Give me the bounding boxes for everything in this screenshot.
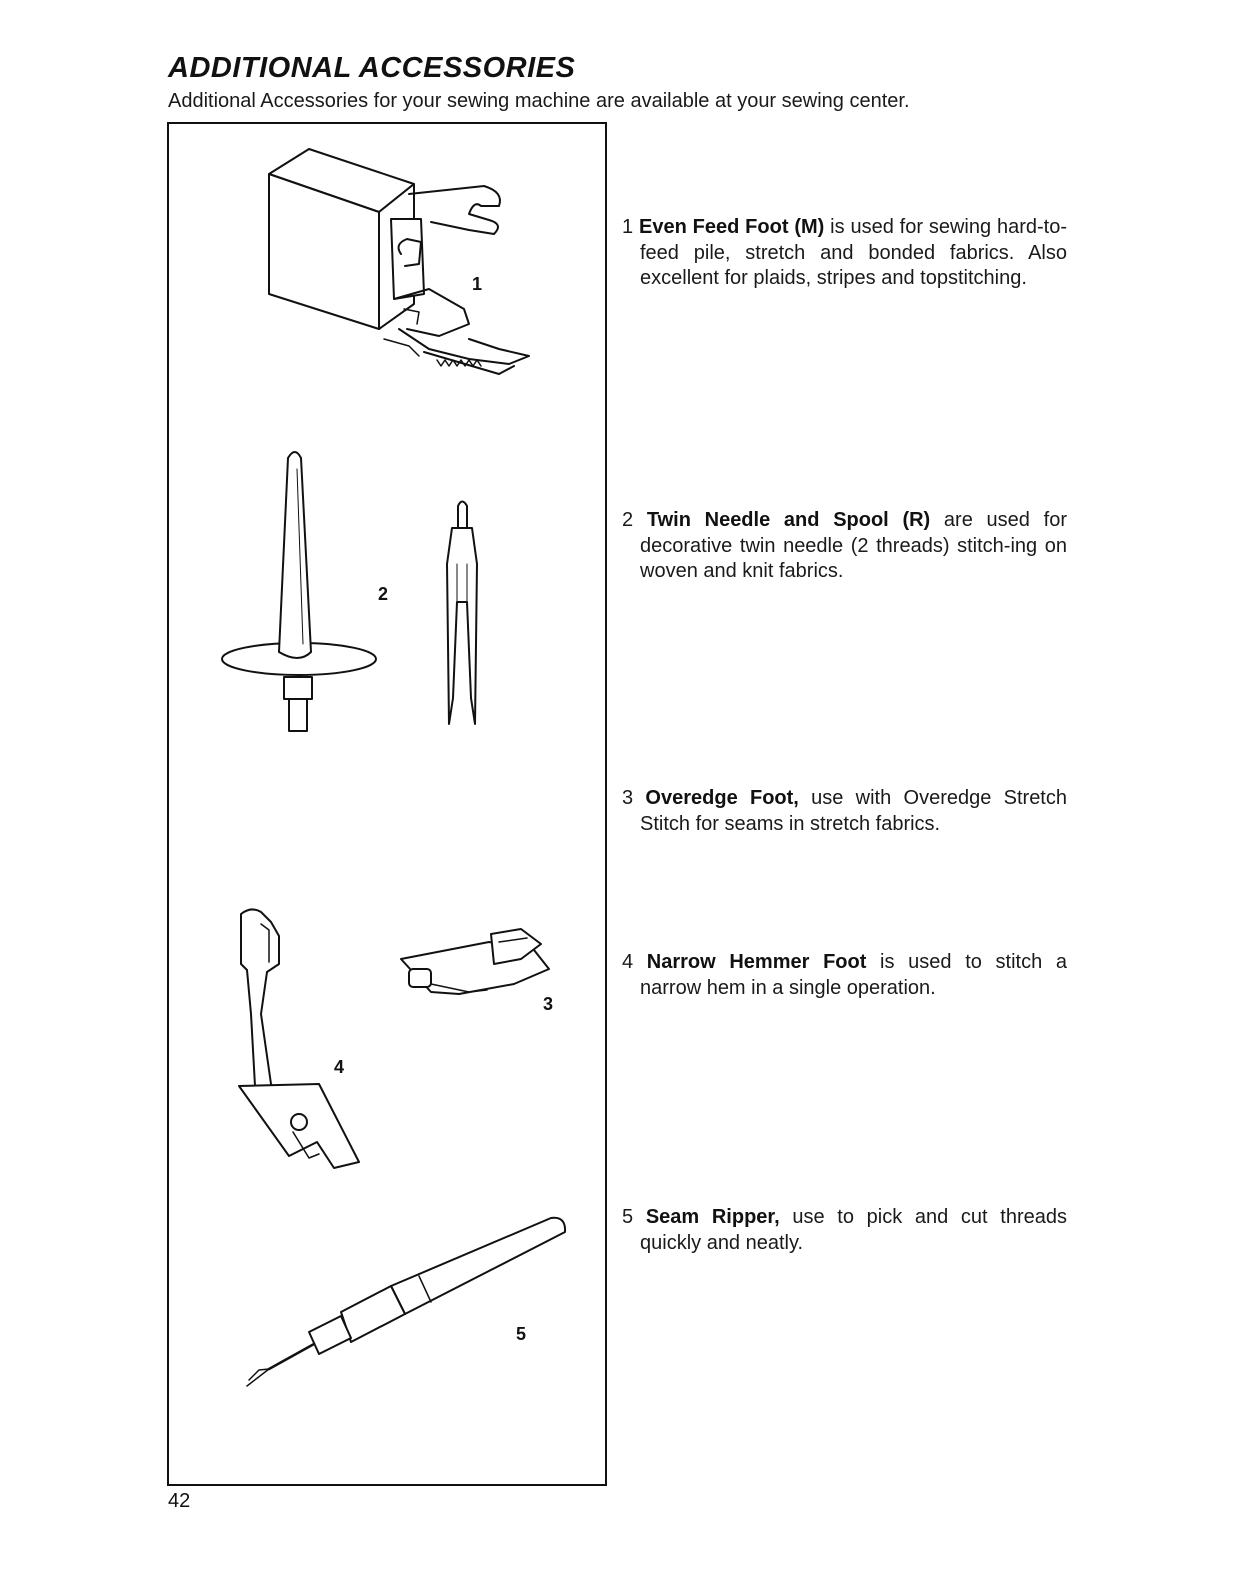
item-number: 1 (622, 216, 634, 238)
illustration-frame (167, 122, 607, 1486)
narrow-hemmer-foot-illustration (239, 909, 359, 1168)
figure-label-1: 1 (472, 274, 483, 294)
item-number: 2 (622, 509, 634, 531)
even-feed-foot-illustration (269, 149, 529, 374)
item-description: is used for sewing hard-to-feed pile, stretch and bonded fabrics. Also excellent for plaids, stripes and topstitching. (640, 216, 1067, 289)
overedge-foot-illustration (401, 929, 549, 994)
figure-label-2: 2 (378, 584, 389, 604)
item-name: Twin Needle and Spool (R) (646, 509, 931, 531)
item-number: 4 (622, 951, 634, 973)
item-number: 5 (622, 1206, 634, 1228)
item-name: Narrow Hemmer Foot (646, 951, 867, 973)
accessory-item (622, 786, 1067, 837)
accessory-item (622, 950, 1067, 1001)
item-description: use to pick and cut threads quickly and neatly. (640, 1206, 1067, 1254)
item-description: is used to stitch a narrow hem in a single operation. (640, 951, 1068, 999)
figure-label-3: 3 (543, 994, 554, 1014)
seam-ripper-illustration (247, 1218, 565, 1386)
spool-pin-illustration (222, 452, 376, 731)
item-number: 3 (622, 787, 634, 809)
item-name: Seam Ripper, (645, 1206, 780, 1228)
twin-needle-illustration (447, 502, 477, 725)
item-description: use with Overedge Stretch Stitch for seams in stretch fabrics. (640, 787, 1067, 835)
accessory-item (622, 508, 1067, 585)
page-number: 42 (168, 1490, 191, 1512)
item-name: Even Feed Foot (M) (638, 216, 825, 238)
page-subtitle: Additional Accessories for your sewing machine are available at your sewing center. (168, 90, 910, 112)
accessory-item (622, 1205, 1067, 1256)
figure-label-4: 4 (334, 1057, 345, 1077)
figure-label-5: 5 (516, 1324, 527, 1344)
item-description: are used for decorative twin needle (2 threads) stitch-ing on woven and knit fabrics. (640, 509, 1067, 582)
item-name: Overedge Foot, (645, 787, 799, 809)
accessory-item (622, 215, 1067, 292)
page-title: ADDITIONAL ACCESSORIES (168, 52, 576, 84)
